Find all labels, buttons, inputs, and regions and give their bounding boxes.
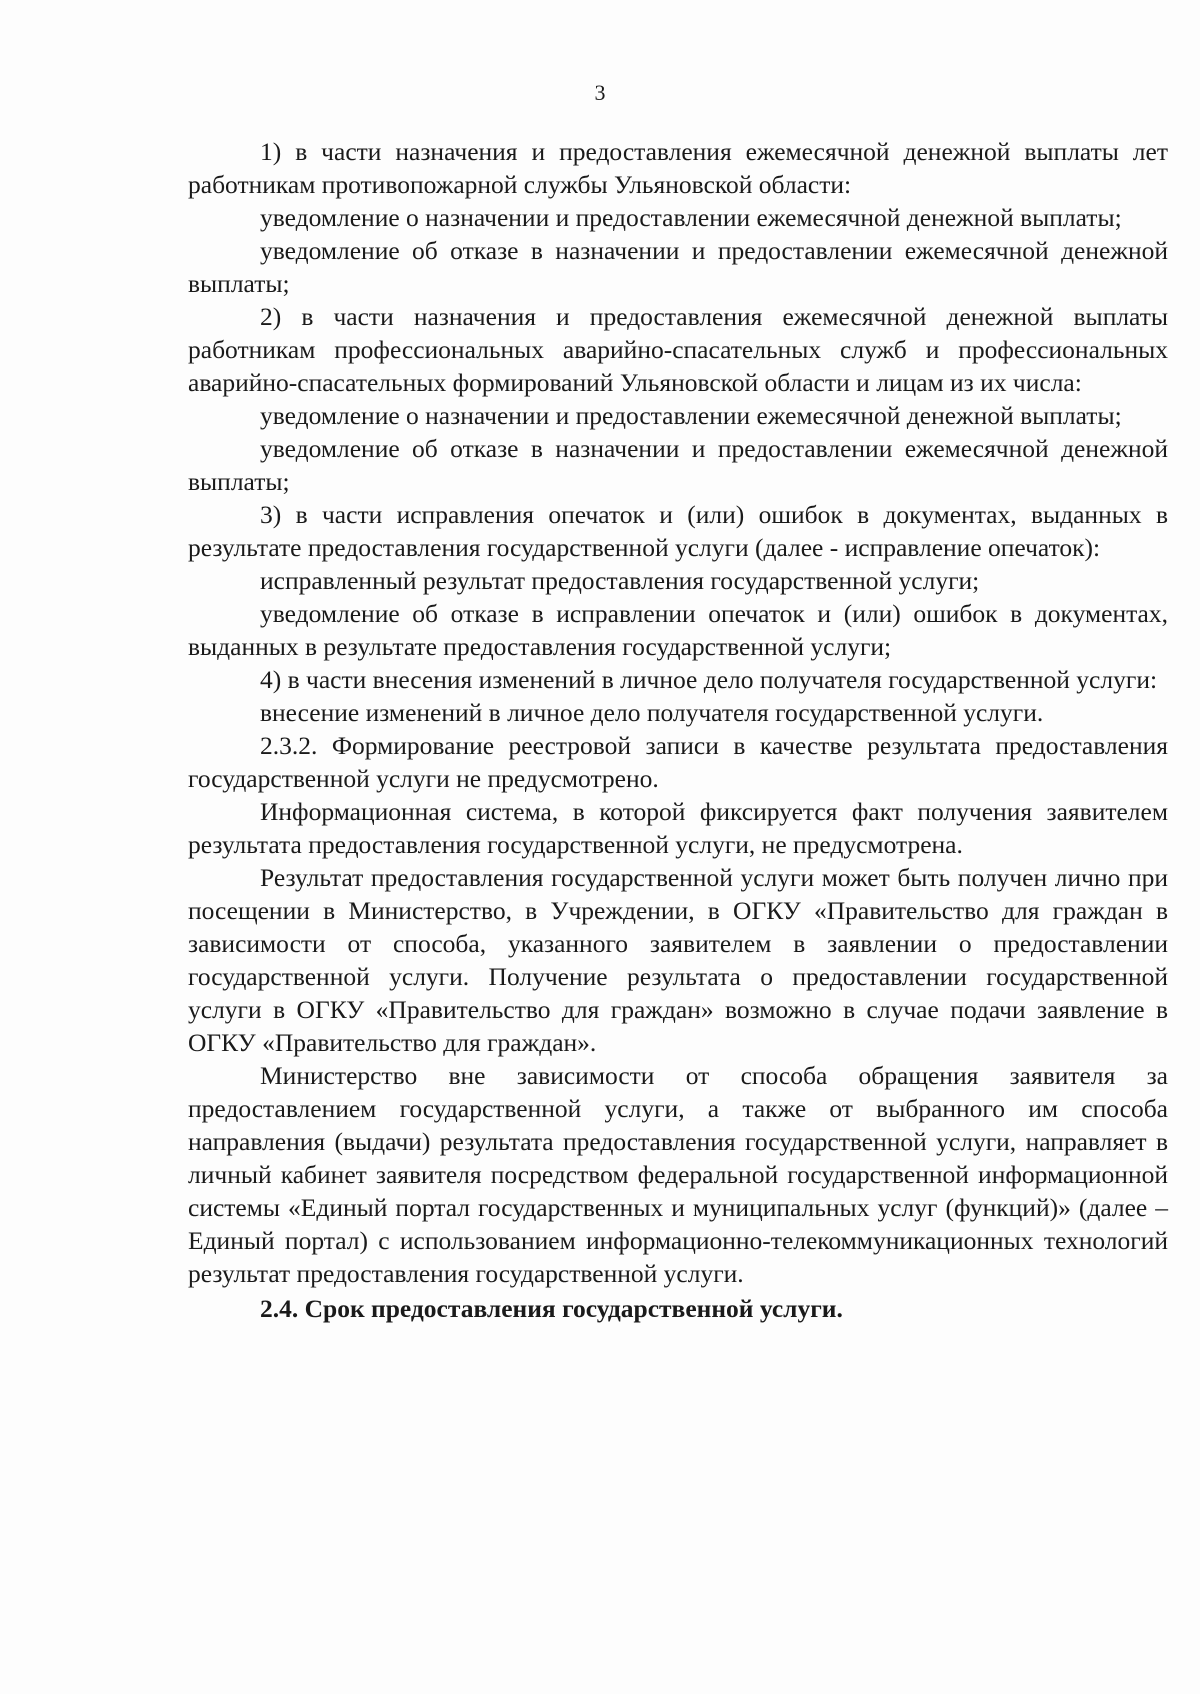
paragraph-typo-correction: 3) в части исправления опечаток и (или) ошибок в документах, выданных в результате предоставления государственной услуги (далее - исправление опечаток): bbox=[188, 500, 1168, 562]
paragraph-monthly-payment-fire-service: 1) в части назначения и предоставления ежемесячной денежной выплаты лет работникам противопожарной службы Ульяновской области: bbox=[188, 137, 1168, 199]
document-body bbox=[188, 135, 1168, 1325]
paragraph-notice-assignment-2: уведомление о назначении и предоставлении ежемесячной денежной выплаты; bbox=[260, 401, 1122, 430]
paragraph-registry-record: 2.3.2. Формирование реестровой записи в качестве результата предоставления государственной услуги не предусмотрено. bbox=[188, 731, 1168, 793]
paragraph-ministry-sends-result: Министерство вне зависимости от способа обращения заявителя за предоставлением государственной услуги, а также от выбранного им способа направления (выдачи) результата предоставления государственной услуги, направляет в личный кабинет заявителя посредством федеральной государственной информационной системы «Единый портал государственных и муниципальных услуг (функций)» (далее – Единый портал) с использованием информационно-телекоммуникационных технологий результат предоставления государственной услуги. bbox=[188, 1061, 1168, 1288]
paragraph-monthly-payment-rescue-services: 2) в части назначения и предоставления ежемесячной денежной выплаты работникам профессиональных аварийно-спасательных служб и профессиональных аварийно-спасательных формирований Ульяновской области и лицам из их числа: bbox=[188, 302, 1168, 397]
section-heading: 2.4. Срок предоставления государственной услуги. bbox=[260, 1294, 843, 1323]
paragraph-notice-refusal-1: уведомление об отказе в назначении и предоставлении ежемесячной денежной выплаты; bbox=[188, 236, 1168, 298]
paragraph-personal-file-changes-result: внесение изменений в личное дело получателя государственной услуги. bbox=[260, 698, 1044, 727]
paragraph-notice-assignment-1: уведомление о назначении и предоставлении ежемесячной денежной выплаты; bbox=[260, 203, 1122, 232]
paragraph-notice-refusal-2: уведомление об отказе в назначении и предоставлении ежемесячной денежной выплаты; bbox=[188, 434, 1168, 496]
paragraph-information-system: Информационная система, в которой фиксируется факт получения заявителем результата предоставления государственной услуги, не предусмотрена. bbox=[188, 797, 1168, 859]
paragraph-corrected-result: исправленный результат предоставления государственной услуги; bbox=[260, 566, 980, 595]
paragraph-personal-file-changes: 4) в части внесения изменений в личное дело получателя государственной услуги: bbox=[260, 665, 1158, 694]
paragraph-result-receipt: Результат предоставления государственной услуги может быть получен лично при посещении в Министерство, в Учреждении, в ОГКУ «Правительство для граждан в зависимости от способа, указанного заявителем в заявлении о предоставлении государственной услуги. Получение результата о предоставлении государственной услуги в ОГКУ «Правительство для граждан» возможно в случае подачи заявление в ОГКУ «Правительство для граждан». bbox=[188, 863, 1168, 1057]
page-number: 3 bbox=[594, 80, 606, 105]
paragraph-correction-refusal: уведомление об отказе в исправлении опечаток и (или) ошибок в документах, выданных в результате предоставления государственной услуги; bbox=[188, 599, 1168, 661]
